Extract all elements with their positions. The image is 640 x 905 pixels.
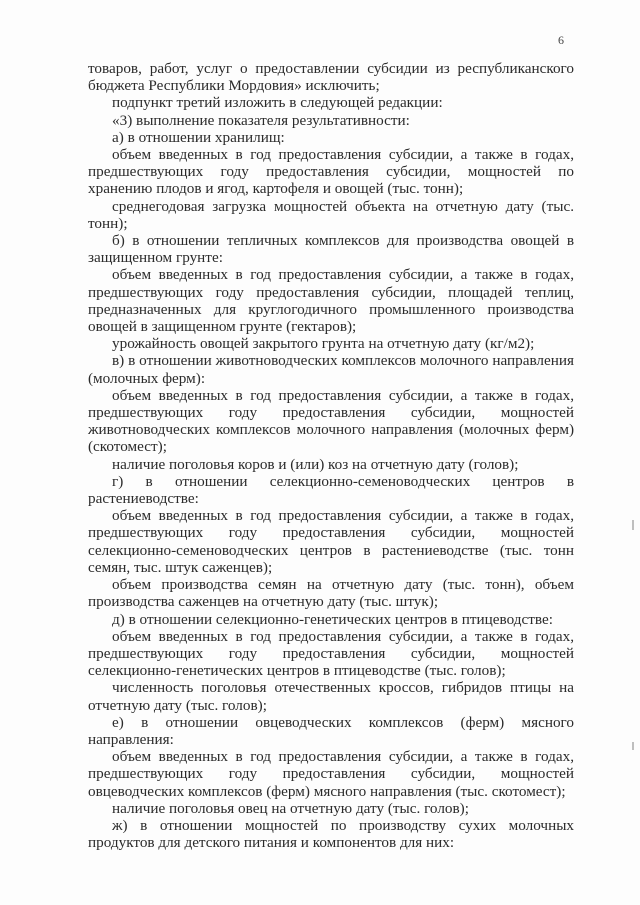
paragraph: ж) в отношении мощностей по производству сухих молочных продуктов для детского питания и компонентов для них: [88,816,574,852]
paragraph: объем введенных в год предоставления субсидии, а также в годах, предшествующих году предоставления субсидии, площадей теплиц, предназначенных для круглогодичного промышленного производства овощей в защищенном грунте (гектаров); [88,266,574,336]
paragraph: среднегодовая загрузка мощностей объекта на отчетную дату (тыс. тонн); [88,197,574,232]
paragraph: б) в отношении тепличных комплексов для производства овощей в защищенном грунте: [88,232,574,267]
paragraph: наличие поголовья коров и (или) коз на отчетную дату (голов); [112,455,519,473]
paragraph: товаров, работ, услуг о предоставлении субсидии из республиканского бюджета Республики Мордовия» исключить; [88,60,574,95]
paragraph: в) в отношении животноводческих комплексов молочного направления (молочных ферм): [88,352,574,387]
paragraph: объем введенных в год предоставления субсидии, а также в годах, предшествующих году предоставления субсидии, мощностей по хранению плодов и ягод, картофеля и овощей (тыс. тонн); [88,146,574,198]
scan-edge-mark [632,520,634,530]
page-number: 6 [558,33,564,47]
paragraph: урожайность овощей закрытого грунта на отчетную дату (кг/м2); [112,335,535,353]
paragraph: объем введенных в год предоставления субсидии, а также в годах, предшествующих году предоставления субсидии, мощностей селекционно-генетических центров в птицеводстве (тыс. голов); [88,627,574,680]
paragraph: д) в отношении селекционно-генетических центров в птицеводстве: [112,610,553,628]
paragraph: объем введенных в год предоставления субсидии, а также в годах, предшествующих году предоставления субсидии, мощностей селекционно-семеноводческих центров в растениеводстве (тыс. тонн семян, тыс. штук саженцев); [88,507,574,576]
paragraph: объем введенных в год предоставления субсидии, а также в годах, предшествующих году предоставления субсидии, мощностей овцеводческих комплексов (ферм) мясного направления (тыс. скотомест); [88,748,574,800]
paragraph: численность поголовья отечественных кроссов, гибридов птицы на отчетную дату (тыс. голов); [88,679,574,714]
paragraph: объем введенных в год предоставления субсидии, а также в годах, предшествующих году предоставления субсидии, мощностей животноводческих комплексов молочного направления (молочных ферм) (скотомест); [88,386,574,456]
paragraph: а) в отношении хранилищ: [112,128,285,146]
paragraph: г) в отношении селекционно-семеноводческих центров в растениеводстве: [88,472,574,508]
document-body [88,60,574,851]
paragraph: е) в отношении овцеводческих комплексов (ферм) мясного направления: [88,713,574,748]
scan-edge-mark [632,742,634,750]
paragraph: подпункт третий изложить в следующей редакции: [112,94,443,112]
paragraph: наличие поголовья овец на отчетную дату (тыс. голов); [112,799,469,817]
paragraph: «3) выполнение показателя результативности: [112,111,410,129]
paragraph: объем производства семян на отчетную дату (тыс. тонн), объем производства саженцев на отчетную дату (тыс. штук); [88,576,574,611]
